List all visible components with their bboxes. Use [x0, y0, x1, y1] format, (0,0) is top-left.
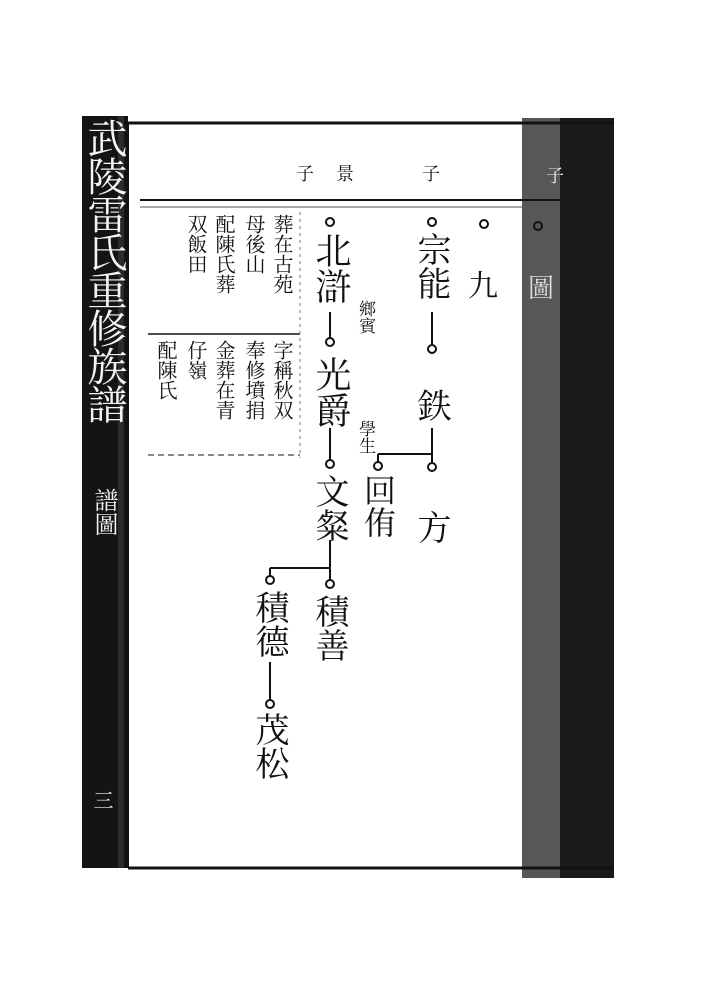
- note-column: 葬在古苑: [270, 214, 294, 294]
- person-name: 茂松: [249, 712, 289, 780]
- book-title: 武陵雷氏重修族譜: [81, 118, 127, 422]
- header-cell: 景: [336, 164, 354, 185]
- person-title: 學生: [355, 420, 375, 454]
- header-cell: 子: [422, 164, 440, 185]
- generation-label: 九: [468, 269, 498, 304]
- person-name: 鉄: [411, 388, 451, 422]
- person-name: 積善: [309, 594, 349, 662]
- person-name: 方: [411, 510, 451, 544]
- note-column: 字稱秋双: [270, 340, 294, 420]
- note-column: 双飯田: [184, 214, 208, 274]
- person-name: 積德: [249, 590, 289, 658]
- header-cell: 子: [546, 166, 564, 187]
- section-label: 譜圖: [90, 488, 118, 536]
- lineage-lines: [266, 218, 542, 708]
- note-column: 奉修墳捐: [242, 340, 266, 420]
- person-name: 北滸: [310, 232, 351, 304]
- person-name: 光爵: [310, 356, 351, 428]
- header-cell: 子: [296, 164, 314, 185]
- person-name: 文粲: [309, 474, 349, 542]
- note-column: 配陳氏葬: [212, 214, 236, 294]
- page-number: 三: [90, 790, 114, 810]
- person-name: 回侑: [359, 474, 397, 538]
- person-title: 鄉賓: [355, 300, 375, 334]
- chart-label: 圖: [528, 274, 555, 304]
- person-name: 宗能: [411, 232, 451, 300]
- note-column: 母後山: [242, 214, 266, 274]
- note-column: 仔嶺: [184, 340, 208, 380]
- note-column: 金葬在青: [212, 340, 236, 420]
- note-column: 配陳氏: [154, 340, 178, 400]
